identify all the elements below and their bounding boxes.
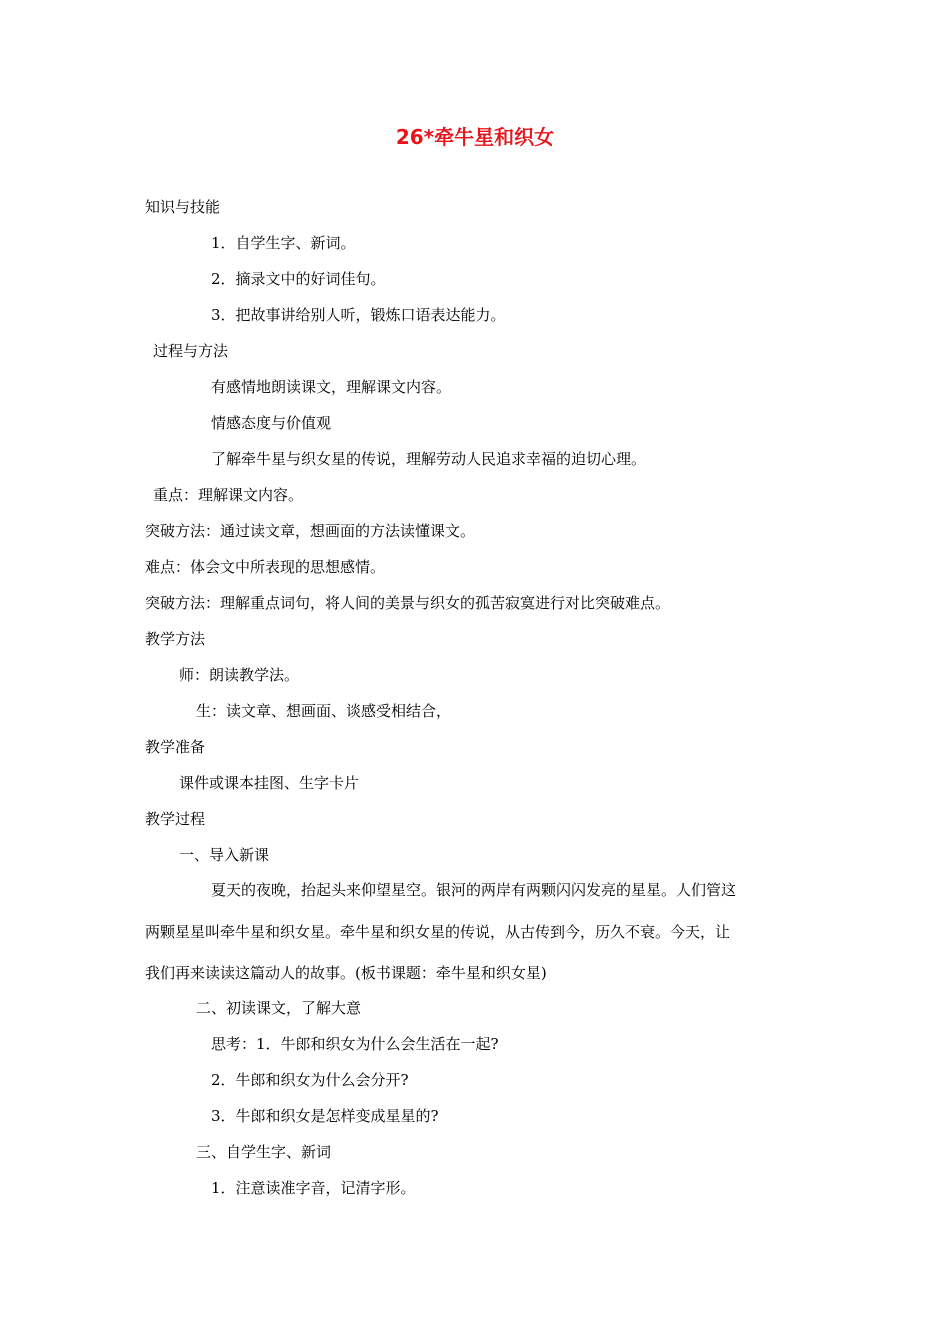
objective-item: 2．摘录文中的好词佳句。 (211, 270, 386, 288)
subheading: 三、自学生字、新词 (196, 1143, 332, 1161)
teacher-method: 师：朗读教学法。 (179, 666, 300, 684)
objective-item: 3．把故事讲给别人听，锻炼口语表达能力。 (211, 306, 506, 324)
section-heading-procedure: 教学过程 (145, 810, 206, 828)
section-heading-methods: 教学方法 (145, 630, 206, 648)
section-heading-process: 过程与方法 (153, 342, 229, 360)
paragraph: 有感情地朗读课文，理解课文内容。 (211, 378, 452, 396)
paragraph-line: 夏天的夜晚，抬起头来仰望星空。银河的两岸有两颗闪闪发亮的星星。人们管这 (211, 881, 737, 899)
list-item: 1．注意读准字音，记清字形。 (211, 1179, 416, 1197)
section-heading-attitude: 情感态度与价值观 (211, 414, 332, 432)
document-title: 26*牵牛星和织女 (395, 125, 555, 149)
breakthrough-method: 突破方法：通过读文章，想画面的方法读懂课文。 (145, 522, 476, 540)
section-heading-preparation: 教学准备 (145, 738, 206, 756)
paragraph: 课件或课本挂图、生字卡片 (179, 774, 360, 792)
objective-item: 1．自学生字、新词。 (211, 234, 356, 252)
question-item: 思考：1．牛郎和织女为什么会生活在一起? (211, 1035, 499, 1053)
paragraph: 了解牵牛星与织女星的传说，理解劳动人民追求幸福的迫切心理。 (211, 450, 647, 468)
key-point: 重点：理解课文内容。 (153, 486, 304, 504)
paragraph-line: 我们再来读读这篇动人的故事。(板书课题：牵牛星和织女星) (145, 964, 547, 982)
breakthrough-method: 突破方法：理解重点词句，将人间的美景与织女的孤苦寂寞进行对比突破难点。 (145, 594, 671, 612)
section-heading-knowledge: 知识与技能 (145, 198, 221, 216)
question-item: 2．牛郎和织女为什么会分开? (211, 1071, 409, 1089)
question-item: 3．牛郎和织女是怎样变成星星的? (211, 1107, 439, 1125)
subheading: 二、初读课文，了解大意 (196, 999, 362, 1017)
student-method: 生：读文章、想画面、谈感受相结合， (196, 702, 452, 720)
difficult-point: 难点：体会文中所表现的思想感情。 (145, 558, 386, 576)
subheading: 一、导入新课 (179, 846, 270, 864)
paragraph-line: 两颗星星叫牵牛星和织女星。牵牛星和织女星的传说，从古传到今，历久不衰。今天，让 (145, 923, 731, 941)
